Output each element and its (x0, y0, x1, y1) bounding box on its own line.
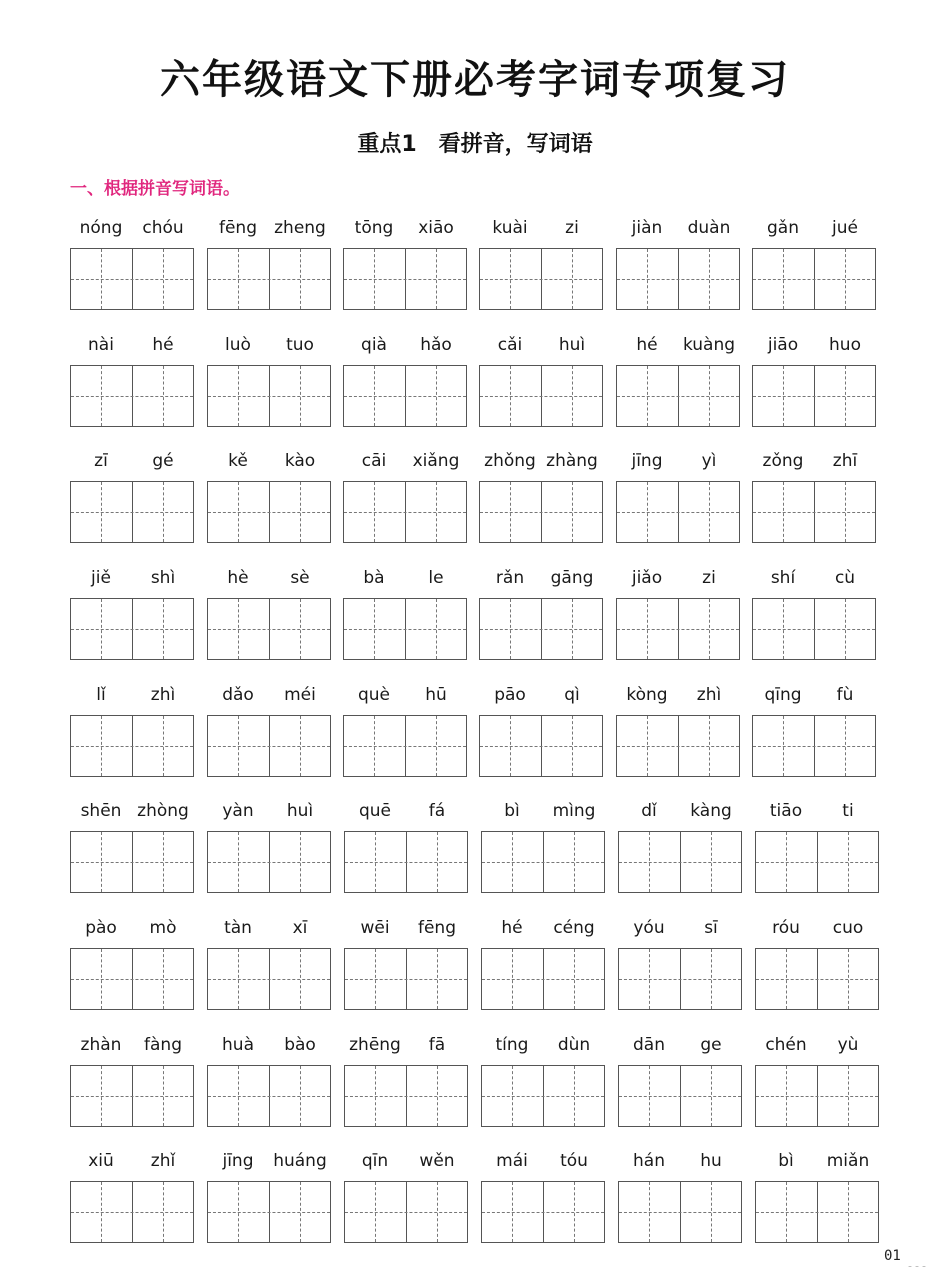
pinyin-syllable: gé (152, 451, 174, 471)
pinyin-syllable: hū (425, 685, 447, 705)
pinyin-syllable: zi (702, 568, 716, 588)
pinyin-syllable: jiàn (631, 218, 663, 238)
tianzige-writing-box[interactable] (618, 831, 742, 893)
pinyin-syllable: cāi (361, 451, 387, 471)
pinyin-syllable: xiāo (418, 218, 454, 238)
pinyin-syllable: huo (829, 335, 861, 355)
tianzige-writing-box[interactable] (207, 1181, 331, 1243)
pinyin-syllable: kuàng (682, 335, 736, 355)
pinyin-syllable: huáng (273, 1151, 327, 1171)
pinyin-syllable: zhì (150, 685, 176, 705)
tianzige-writing-box[interactable] (207, 248, 331, 310)
pinyin-syllable: céng (553, 918, 595, 938)
tianzige-writing-box[interactable] (752, 365, 876, 427)
pinyin-syllable: fēng (218, 218, 257, 238)
guide-line (208, 396, 330, 397)
pinyin-syllable: quē (358, 801, 392, 821)
page-indicator (908, 1255, 948, 1259)
guide-line (480, 396, 602, 397)
tianzige-writing-box[interactable] (616, 598, 740, 660)
pinyin-syllable: zheng (274, 218, 326, 238)
pinyin-syllable: mái (496, 1151, 528, 1171)
pinyin-syllable: ge (700, 1035, 722, 1055)
pinyin-syllable: huà (222, 1035, 254, 1055)
tianzige-writing-box[interactable] (207, 1065, 331, 1127)
tianzige-writing-box[interactable] (70, 1181, 194, 1243)
guide-line (480, 279, 602, 280)
pinyin-syllable: gāng (550, 568, 594, 588)
pinyin-syllable: kuài (492, 218, 528, 238)
tianzige-writing-box[interactable] (207, 831, 331, 893)
pinyin-syllable: fēng (417, 918, 456, 938)
pinyin-syllable: jiāo (767, 335, 799, 355)
tianzige-writing-box[interactable] (618, 948, 742, 1010)
pinyin-syllable: yì (701, 451, 717, 471)
pinyin-syllable: zhòng (137, 801, 189, 821)
pinyin-syllable: tàn (224, 918, 252, 938)
tianzige-writing-box[interactable] (70, 481, 194, 543)
pinyin-syllable: fá (428, 801, 446, 821)
tianzige-writing-box[interactable] (343, 715, 467, 777)
guide-line (619, 1212, 741, 1213)
tianzige-writing-box[interactable] (481, 831, 605, 893)
tianzige-writing-box[interactable] (479, 365, 603, 427)
guide-line (617, 279, 739, 280)
guide-line (344, 629, 466, 630)
pinyin-syllable: chóu (142, 218, 184, 238)
pinyin-syllable: lǐ (96, 685, 106, 705)
page-title: 六年级语文下册必考字词专项复习 (160, 56, 790, 103)
guide-line (208, 279, 330, 280)
pinyin-syllable: huì (286, 801, 314, 821)
tianzige-writing-box[interactable] (207, 481, 331, 543)
tianzige-writing-box[interactable] (344, 1181, 468, 1243)
pinyin-syllable: hu (700, 1151, 722, 1171)
guide-line (756, 979, 878, 980)
pinyin-syllable: cǎi (497, 335, 523, 355)
guide-line (71, 512, 193, 513)
pinyin-syllable: dùn (557, 1035, 591, 1055)
tianzige-writing-box[interactable] (752, 598, 876, 660)
tianzige-writing-box[interactable] (481, 1181, 605, 1243)
pinyin-syllable: rǎn (495, 568, 525, 588)
tianzige-writing-box[interactable] (343, 248, 467, 310)
tianzige-writing-box[interactable] (755, 1181, 879, 1243)
pinyin-syllable: zhēng (349, 1035, 401, 1055)
guide-line (345, 862, 467, 863)
pinyin-syllable: zhǐ (150, 1151, 176, 1171)
pinyin-syllable: le (428, 568, 444, 588)
pinyin-syllable: yù (837, 1035, 859, 1055)
guide-line (617, 629, 739, 630)
tianzige-writing-box[interactable] (755, 831, 879, 893)
guide-line (756, 1096, 878, 1097)
tianzige-writing-box[interactable] (616, 481, 740, 543)
tianzige-writing-box[interactable] (479, 248, 603, 310)
pinyin-syllable: wēi (360, 918, 390, 938)
exercise-instruction: 一、根据拼音写词语。 (70, 179, 240, 199)
pinyin-syllable: tiāo (769, 801, 803, 821)
pinyin-syllable: hán (633, 1151, 665, 1171)
guide-line (482, 1212, 604, 1213)
guide-line (617, 396, 739, 397)
pinyin-syllable: sī (704, 918, 718, 938)
pinyin-syllable: xiǎng (412, 451, 460, 471)
tianzige-writing-box[interactable] (344, 1065, 468, 1127)
guide-line (208, 629, 330, 630)
pinyin-syllable: zi (565, 218, 579, 238)
pinyin-syllable: dān (633, 1035, 665, 1055)
guide-line (482, 1096, 604, 1097)
guide-line (344, 396, 466, 397)
pinyin-syllable: zhàn (80, 1035, 122, 1055)
tianzige-writing-box[interactable] (70, 948, 194, 1010)
tianzige-writing-box[interactable] (207, 598, 331, 660)
guide-line (345, 1212, 467, 1213)
guide-line (71, 862, 193, 863)
pinyin-syllable: kào (284, 451, 316, 471)
pinyin-syllable: tíng (495, 1035, 529, 1055)
guide-line (753, 396, 875, 397)
pinyin-syllable: duàn (687, 218, 731, 238)
pinyin-syllable: qīn (361, 1151, 389, 1171)
pinyin-syllable: zhàng (546, 451, 598, 471)
pinyin-syllable: jīng (631, 451, 663, 471)
guide-line (208, 512, 330, 513)
pinyin-syllable: kàng (690, 801, 732, 821)
guide-line (71, 746, 193, 747)
pinyin-syllable: dǎo (222, 685, 254, 705)
guide-line (71, 396, 193, 397)
guide-line (344, 512, 466, 513)
guide-line (753, 746, 875, 747)
guide-line (344, 746, 466, 747)
tianzige-writing-box[interactable] (481, 948, 605, 1010)
pinyin-syllable: hé (152, 335, 174, 355)
guide-line (756, 862, 878, 863)
tianzige-writing-box[interactable] (70, 1065, 194, 1127)
pinyin-syllable: ti (842, 801, 854, 821)
pinyin-syllable: tōng (354, 218, 394, 238)
pinyin-syllable: fù (836, 685, 854, 705)
pinyin-syllable: zǒng (762, 451, 804, 471)
pinyin-syllable: cuo (832, 918, 864, 938)
guide-line (619, 1096, 741, 1097)
tianzige-writing-box[interactable] (755, 948, 879, 1010)
tianzige-writing-box[interactable] (616, 248, 740, 310)
tianzige-writing-box[interactable] (618, 1181, 742, 1243)
tianzige-writing-box[interactable] (479, 715, 603, 777)
pinyin-syllable: chén (765, 1035, 807, 1055)
pinyin-syllable: méi (284, 685, 316, 705)
guide-line (753, 279, 875, 280)
guide-line (208, 979, 330, 980)
tianzige-writing-box[interactable] (70, 715, 194, 777)
pinyin-syllable: luò (225, 335, 251, 355)
tianzige-writing-box[interactable] (70, 831, 194, 893)
pinyin-syllable: fàng (144, 1035, 182, 1055)
pinyin-syllable: jiě (91, 568, 111, 588)
tianzige-writing-box[interactable] (752, 248, 876, 310)
guide-line (71, 1212, 193, 1213)
tianzige-writing-box[interactable] (479, 481, 603, 543)
pinyin-syllable: tuo (286, 335, 314, 355)
guide-line (753, 512, 875, 513)
pinyin-syllable: hè (227, 568, 249, 588)
tianzige-writing-box[interactable] (70, 248, 194, 310)
pinyin-syllable: nài (88, 335, 114, 355)
pinyin-syllable: sè (290, 568, 310, 588)
guide-line (208, 862, 330, 863)
pinyin-syllable: jué (832, 218, 858, 238)
guide-line (344, 279, 466, 280)
pinyin-syllable: què (357, 685, 391, 705)
guide-line (482, 862, 604, 863)
guide-line (619, 862, 741, 863)
pinyin-syllable: tóu (560, 1151, 588, 1171)
pinyin-syllable: bì (504, 801, 520, 821)
pinyin-syllable: kě (228, 451, 248, 471)
guide-line (617, 512, 739, 513)
pinyin-syllable: bào (284, 1035, 316, 1055)
guide-line (480, 746, 602, 747)
tianzige-writing-box[interactable] (207, 365, 331, 427)
guide-line (71, 979, 193, 980)
guide-line (71, 1096, 193, 1097)
tianzige-writing-box[interactable] (344, 948, 468, 1010)
pinyin-syllable: shí (770, 568, 796, 588)
guide-line (756, 1212, 878, 1213)
page-number: 01 (884, 1248, 901, 1264)
pinyin-syllable: zhì (696, 685, 722, 705)
pinyin-syllable: mìng (552, 801, 596, 821)
tianzige-writing-box[interactable] (343, 365, 467, 427)
pinyin-syllable: yóu (633, 918, 665, 938)
tianzige-writing-box[interactable] (755, 1065, 879, 1127)
guide-line (71, 279, 193, 280)
pinyin-syllable: shēn (80, 801, 122, 821)
pinyin-syllable: wěn (419, 1151, 455, 1171)
pinyin-syllable: bì (778, 1151, 794, 1171)
guide-line (619, 979, 741, 980)
guide-line (480, 629, 602, 630)
pinyin-syllable: zī (94, 451, 108, 471)
pinyin-syllable: jiǎo (631, 568, 663, 588)
pinyin-syllable: xiū (88, 1151, 114, 1171)
tianzige-writing-box[interactable] (616, 715, 740, 777)
guide-line (345, 979, 467, 980)
pinyin-syllable: jīng (222, 1151, 254, 1171)
pinyin-syllable: nóng (79, 218, 123, 238)
tianzige-writing-box[interactable] (207, 948, 331, 1010)
pinyin-syllable: hé (636, 335, 658, 355)
tianzige-writing-box[interactable] (479, 598, 603, 660)
guide-line (345, 1096, 467, 1097)
guide-line (617, 746, 739, 747)
guide-line (482, 979, 604, 980)
pinyin-syllable: qì (564, 685, 580, 705)
pinyin-syllable: pào (85, 918, 117, 938)
pinyin-syllable: qīng (764, 685, 802, 705)
pinyin-syllable: huì (558, 335, 586, 355)
pinyin-syllable: dǐ (641, 801, 657, 821)
pinyin-syllable: hé (501, 918, 523, 938)
pinyin-syllable: miǎn (826, 1151, 870, 1171)
tianzige-writing-box[interactable] (344, 831, 468, 893)
pinyin-syllable: hǎo (420, 335, 452, 355)
pinyin-syllable: zhī (832, 451, 858, 471)
pinyin-syllable: xī (292, 918, 308, 938)
tianzige-writing-box[interactable] (343, 481, 467, 543)
tianzige-writing-box[interactable] (70, 365, 194, 427)
guide-line (208, 1096, 330, 1097)
tianzige-writing-box[interactable] (752, 481, 876, 543)
guide-line (480, 512, 602, 513)
guide-line (71, 629, 193, 630)
tianzige-writing-box[interactable] (207, 715, 331, 777)
pinyin-syllable: mò (149, 918, 177, 938)
pinyin-syllable: pāo (494, 685, 526, 705)
pinyin-syllable: róu (772, 918, 800, 938)
pinyin-syllable: yàn (222, 801, 254, 821)
tianzige-writing-box[interactable] (70, 598, 194, 660)
guide-line (208, 746, 330, 747)
guide-line (753, 629, 875, 630)
pinyin-syllable: gǎn (767, 218, 799, 238)
pinyin-syllable: shì (150, 568, 176, 588)
section-subtitle: 重点1 看拼音，写词语 (357, 132, 593, 157)
pinyin-syllable: qià (361, 335, 387, 355)
guide-line (208, 1212, 330, 1213)
tianzige-writing-box[interactable] (752, 715, 876, 777)
pinyin-syllable: kòng (626, 685, 668, 705)
pinyin-syllable: cù (834, 568, 856, 588)
tianzige-writing-box[interactable] (616, 365, 740, 427)
tianzige-writing-box[interactable] (481, 1065, 605, 1127)
tianzige-writing-box[interactable] (618, 1065, 742, 1127)
pinyin-syllable: fā (428, 1035, 446, 1055)
pinyin-syllable: bà (363, 568, 385, 588)
tianzige-writing-box[interactable] (343, 598, 467, 660)
pinyin-syllable: zhǒng (484, 451, 536, 471)
